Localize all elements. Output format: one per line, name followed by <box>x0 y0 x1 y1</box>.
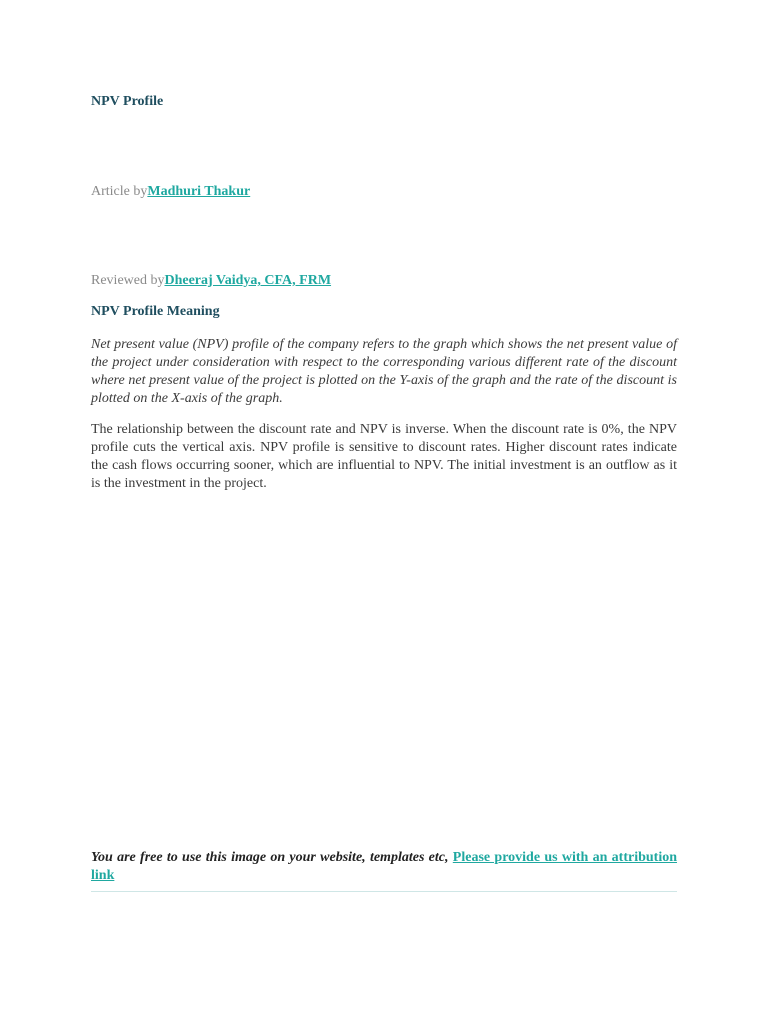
attribution-link[interactable]: Please provide us with an attribution link <box>91 850 678 883</box>
attribution-text: You are free to use this image on your website, templates etc, <box>91 850 453 865</box>
author-byline <box>91 184 250 200</box>
definition-paragraph: Net present value (NPV) profile of the company refers to the graph which shows the net present value of the project under consideration with respect to the corresponding various different rate of the discount where net present value of the project is plotted on the Y-axis of the graph and the rate of the discount is plotted on the X-axis of the graph. <box>91 337 677 406</box>
relationship-paragraph: The relationship between the discount rate and NPV is inverse. When the discount rate is 0%, the NPV profile cuts the vertical axis. NPV profile is sensitive to discount rates. Higher discount rates indicate the cash flows occurring sooner, which are influential to NPV. The initial investment is an outflow as it is the investment in the project. <box>91 422 677 491</box>
reviewer-byline <box>91 273 331 289</box>
reviewer-link[interactable]: Dheeraj Vaidya, CFA, FRM <box>164 273 332 288</box>
page-title: NPV Profile <box>91 94 164 109</box>
author-link[interactable]: Madhuri Thakur <box>147 184 251 199</box>
reviewer-prefix: Reviewed by <box>91 273 165 288</box>
section-heading: NPV Profile Meaning <box>91 304 220 319</box>
attribution-note <box>91 849 677 892</box>
author-prefix: Article by <box>91 184 148 199</box>
